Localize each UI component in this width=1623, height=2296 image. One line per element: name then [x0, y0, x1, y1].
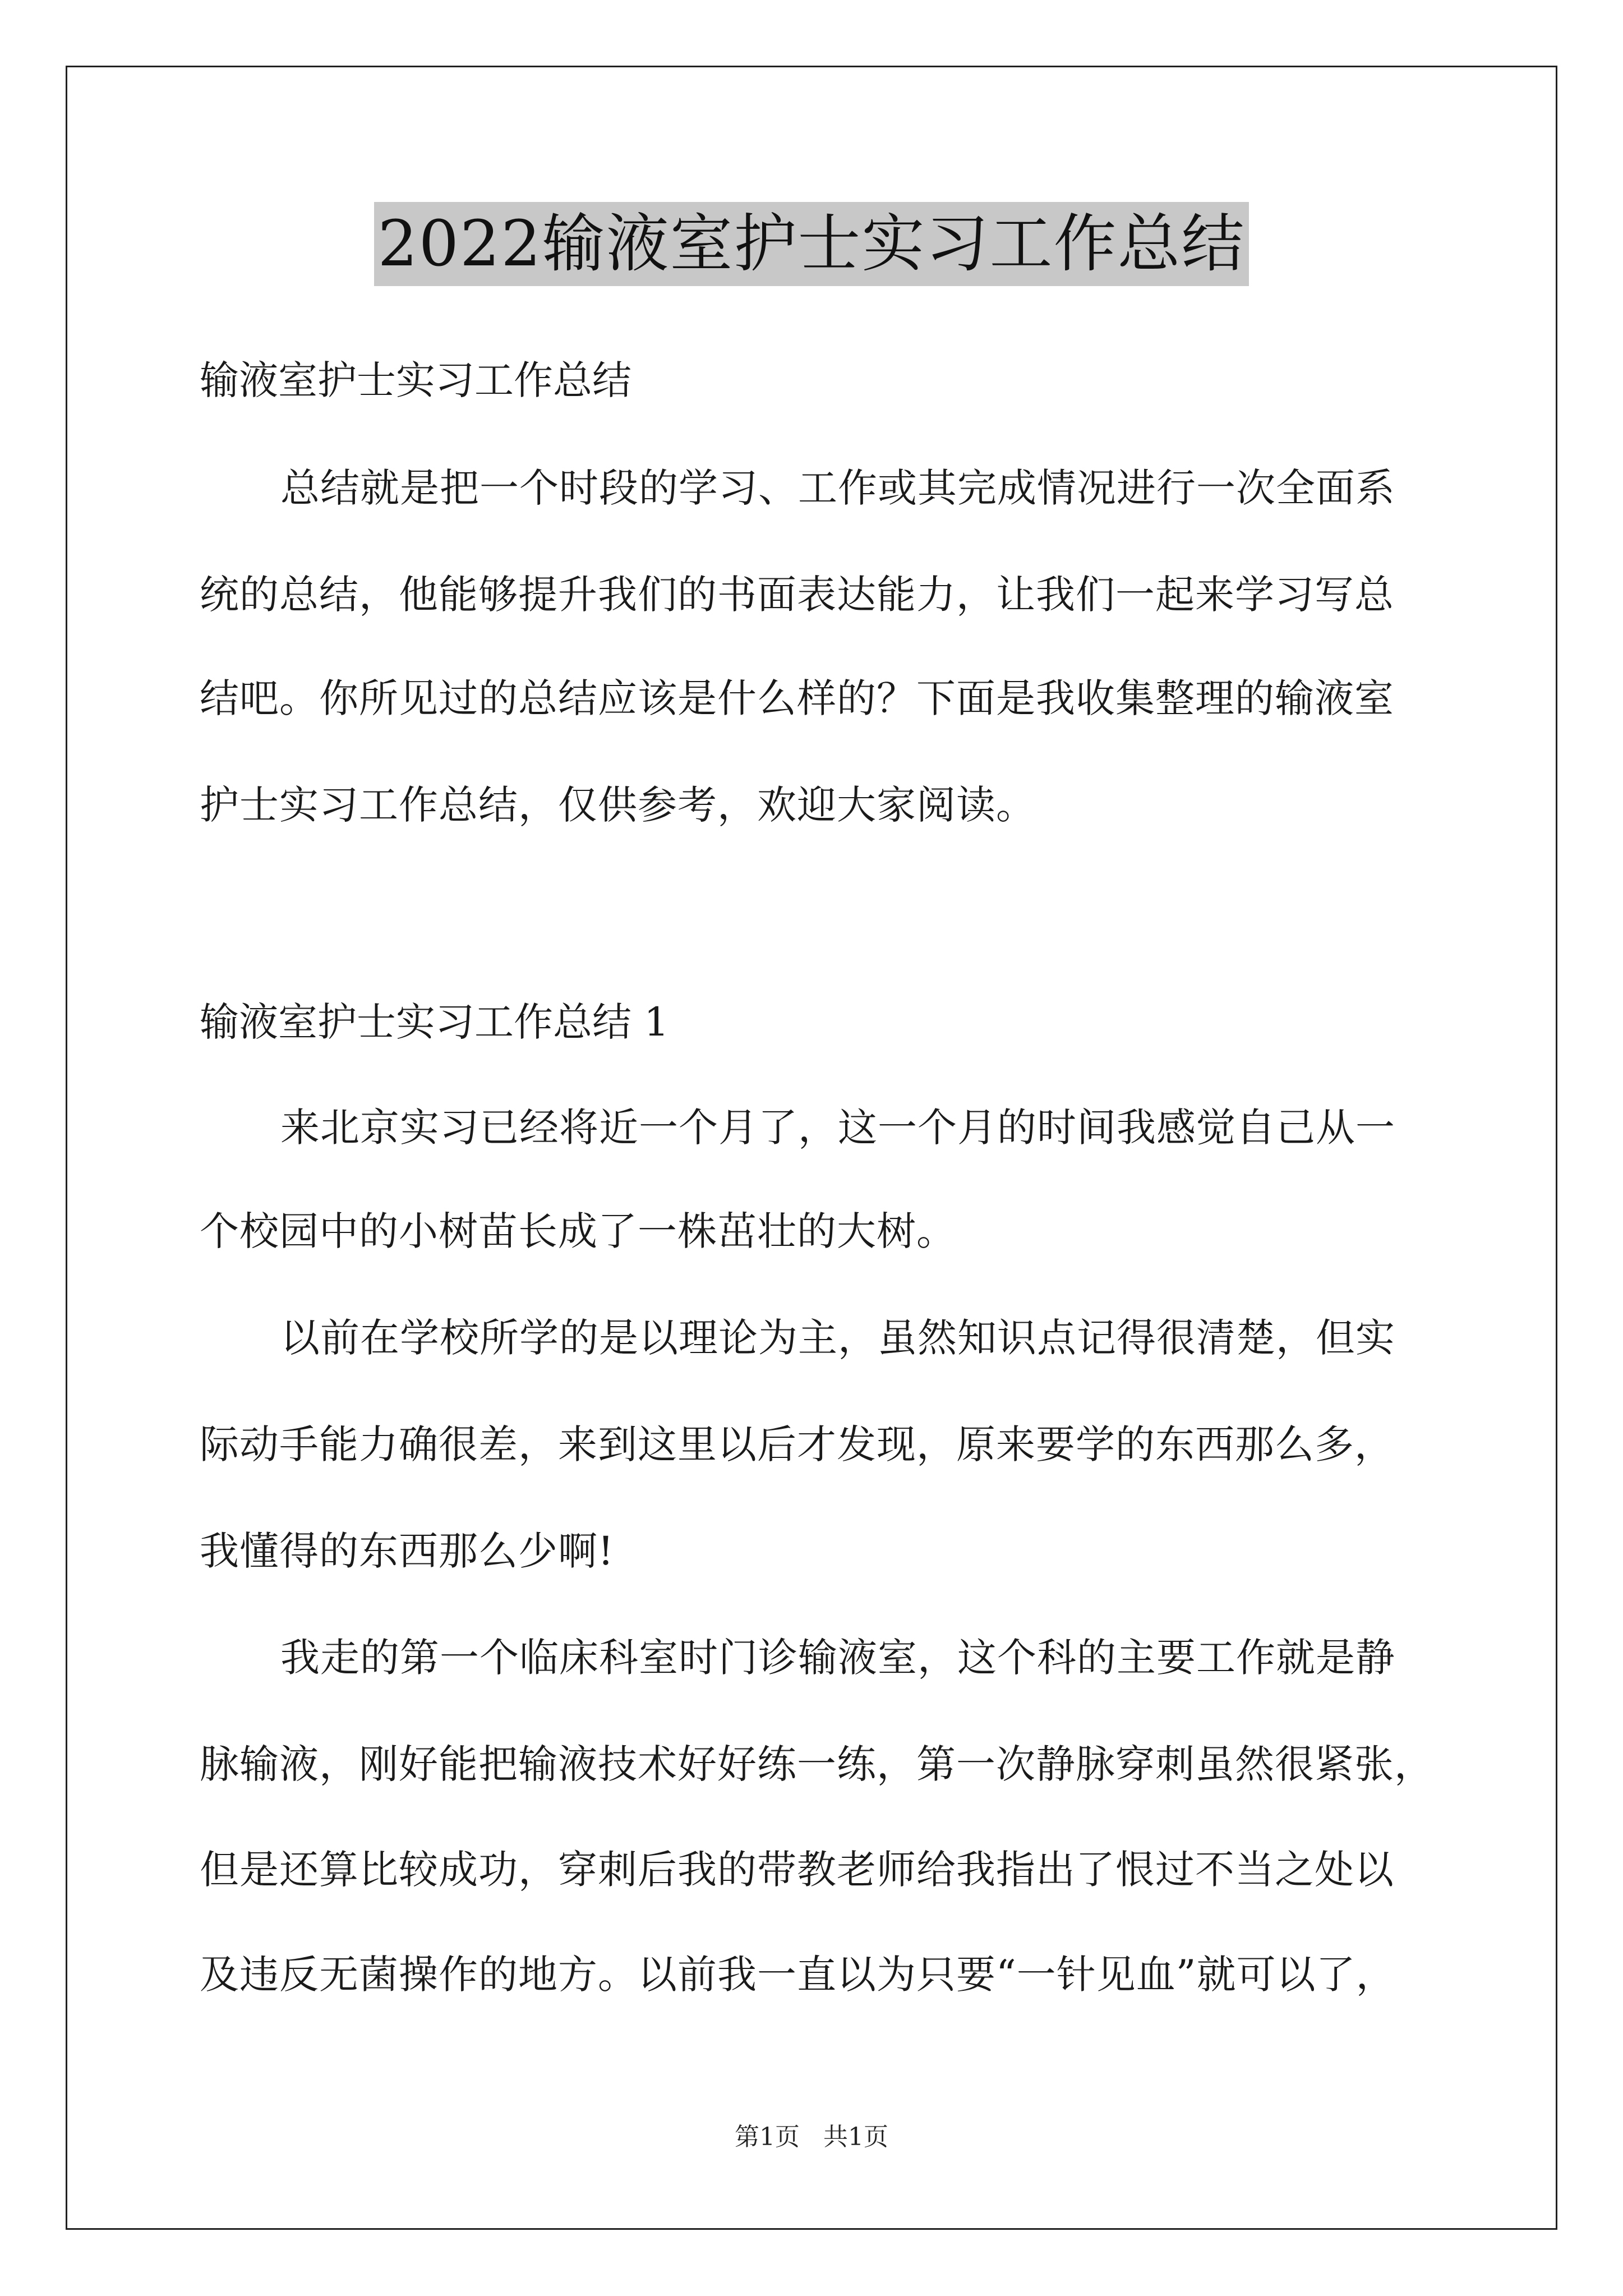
paragraph1-line-2: 个校园中的小树苗长成了一株茁壮的大树。 [200, 1208, 956, 1254]
paragraph3-line-3: 但是还算比较成功，穿刺后我的带教老师给我指出了恨过不当之处以 [200, 1847, 1394, 1893]
intro-line-3: 结吧。你所见过的总结应该是什么样的？下面是我收集整理的输液室 [200, 675, 1394, 721]
paragraph3-line-2: 脉输液，刚好能把输液技术好好练一练，第一次静脉穿刺虽然很紧张， [200, 1741, 1434, 1787]
paragraph3-line-1: 我走的第一个临床科室时门诊输液室，这个科的主要工作就是静 [280, 1635, 1395, 1681]
paragraph2-line-1: 以前在学校所学的是以理论为主，虽然知识点记得很清楚，但实 [280, 1315, 1395, 1361]
intro-line-4: 护士实习工作总结，仅供参考，欢迎大家阅读。 [200, 782, 1036, 828]
paragraph2-line-2: 际动手能力确很差，来到这里以后才发现，原来要学的东西那么多， [200, 1421, 1394, 1467]
paragraph2-line-3: 我懂得的东西那么少啊! [200, 1528, 615, 1574]
page-footer: 第1页 共1页 [735, 2123, 888, 2151]
paragraph1-line-1: 来北京实习已经将近一个月了，这一个月的时间我感觉自己从一 [280, 1105, 1395, 1151]
paragraph3-line-4: 及违反无菌操作的地方。以前我一直以为只要“一针见血”就可以了， [200, 1952, 1396, 1998]
intro-line-2: 统的总结，他能够提升我们的书面表达能力，让我们一起来学习写总 [200, 572, 1394, 618]
intro-line-1: 总结就是把一个时段的学习、工作或其完成情况进行一次全面系 [280, 465, 1395, 511]
document-title: 2022输液室护士实习工作总结 [374, 202, 1248, 286]
section-title: 输液室护士实习工作总结 1 [200, 999, 669, 1045]
title-wrap [0, 202, 1623, 286]
document-heading: 输液室护士实习工作总结 [200, 357, 631, 403]
